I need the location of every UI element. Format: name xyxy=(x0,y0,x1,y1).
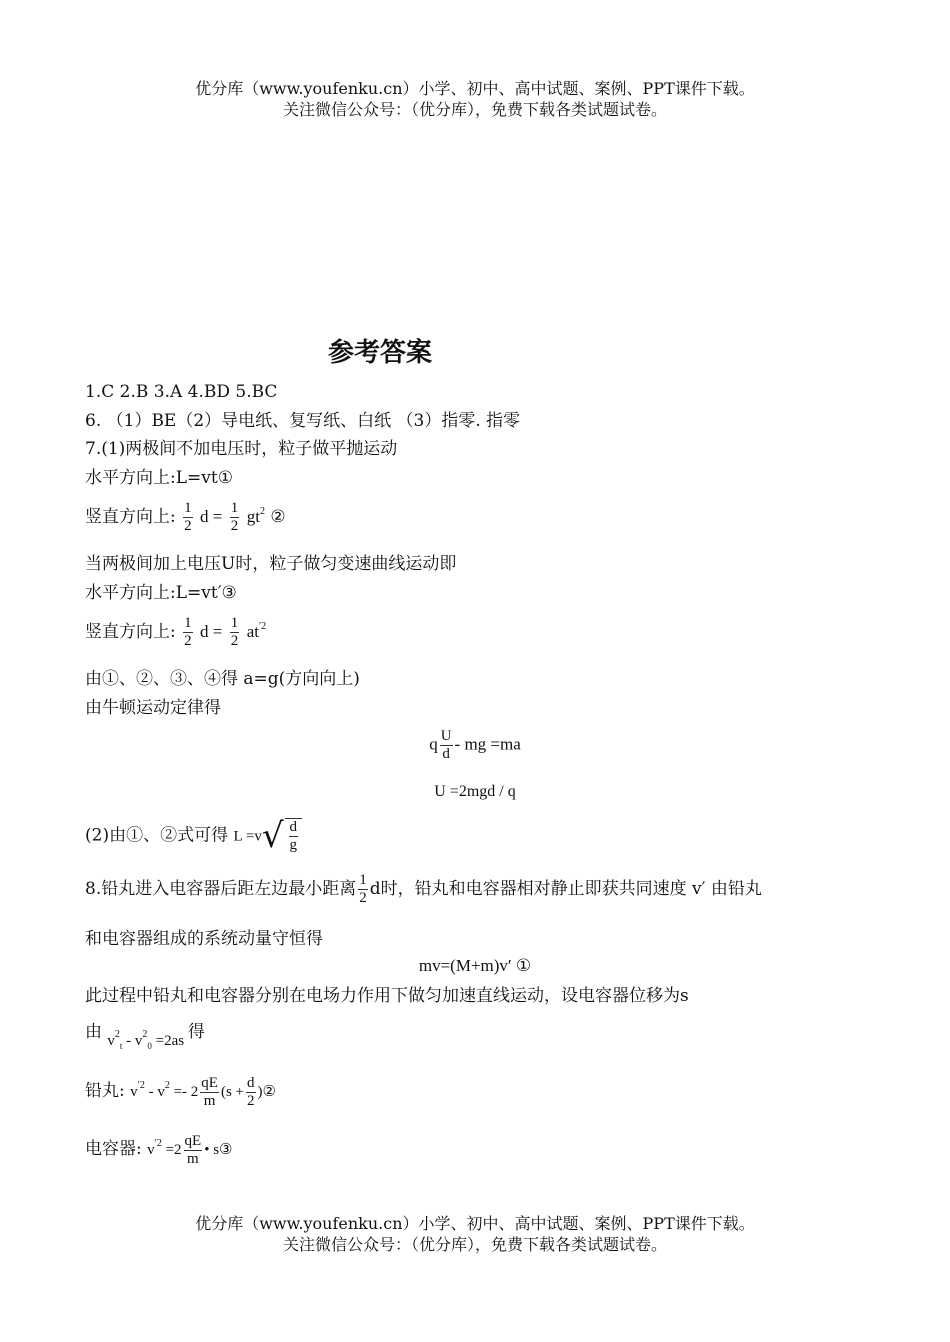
footer-line-1: 优分库（www.youfenku.cn）小学、初中、高中试题、案例、PPT课件下载。 xyxy=(195,1214,755,1233)
vertical-eq-2: 竖直方向上: $\frac{1}{2}$ d = $\frac{1}{2}$ $at^{'2}$ xyxy=(85,615,267,649)
answer-8-line: 8.铅丸进入电容器后距左边最小距离 $\frac{1}{2}$ d时，铅丸和电容器相对静止即获共同速度 v′ 由铅丸 xyxy=(85,872,762,906)
combine-line: 由①、②、③、④得 a=g(方向向上) xyxy=(85,669,360,689)
answer-line-1: 1.C 2.B 3.A 4.BD 5.BC xyxy=(85,382,278,402)
voltage-result: U =2mgd / q xyxy=(434,783,516,800)
page-title: 参考答案 xyxy=(327,338,432,368)
lead-ball-equation: 铅丸: $v^{'2} - v^2 =- 2$ $\frac{qE}{m}$ (s + $\frac{d}{2}$ )② xyxy=(85,1075,276,1110)
answer-line-7: 7.(1)两极间不加电压时，粒子做平抛运动 xyxy=(85,439,398,459)
circle-number: ② xyxy=(270,507,286,527)
horizontal-eq-2: 水平方向上:L=vt′③ xyxy=(85,583,237,603)
capacitor-equation: 电容器: $v^{'2} =2$ $\frac{qE}{m}$ • s③ xyxy=(85,1133,233,1168)
fraction-half: $\frac{1}{2}$ xyxy=(359,872,367,906)
fraction-half: $\frac{1}{2}$ xyxy=(184,500,192,534)
sqrt-icon: √ xyxy=(261,816,284,856)
eq-text: at xyxy=(246,622,259,641)
fraction-qe-over-m: $\frac{qE}{m}$ xyxy=(201,1075,218,1110)
label: (2)由①、②式可得 xyxy=(85,825,229,846)
fraction-d-over-2: $\frac{d}{2}$ xyxy=(247,1075,255,1110)
eq-text: gt xyxy=(246,507,260,526)
curve-motion-line: 当两极间加上电压U时，粒子做匀变速曲线运动即 xyxy=(85,554,457,574)
vertical-eq-1: 竖直方向上: $\frac{1}{2}$ d = $\frac{1}{2}$ $gt^2$ ② xyxy=(85,500,286,534)
newton-line: 由牛顿运动定律得 xyxy=(85,698,221,718)
horizontal-eq-1: 水平方向上:L=vt① xyxy=(85,468,233,488)
answer-line-6: 6. （1）BE（2）导电纸、复写纸、白纸 （3）指零. 指零 xyxy=(85,411,521,431)
acceleration-line: 此过程中铅丸和电容器分别在电场力作用下做匀加速直线运动，设电容器位移为s xyxy=(85,986,689,1006)
fraction-half: $\frac{1}{2}$ xyxy=(230,500,239,534)
fraction-u-over-d: $\frac{U}{d}$ xyxy=(440,728,452,762)
kinematics-line: 由 $v^2_t - v^2_0 =2as$ 得 xyxy=(85,1022,205,1051)
fraction-qe-over-m: $\frac{qE}{m}$ xyxy=(184,1133,202,1168)
fraction-d-over-g: $\frac{d}{g}$ xyxy=(289,819,297,853)
eq-text: d = xyxy=(200,507,223,526)
eq-text: d = xyxy=(200,622,223,641)
header-line-2: 关注微信公众号：（优分库），免费下载各类试题试卷。 xyxy=(282,100,667,119)
fraction-half: $\frac{1}{2}$ xyxy=(230,615,239,649)
part2-line: (2)由①、②式可得 L =v√ $\frac{d}{g}$ xyxy=(85,818,302,854)
label: 竖直方向上: xyxy=(85,622,176,642)
page-header xyxy=(0,78,950,120)
momentum-line: 和电容器组成的系统动量守恒得 xyxy=(85,929,323,949)
momentum-equation: mv=(M+m)v′ ① xyxy=(418,956,532,975)
newton-equation: q $\frac{U}{d}$ - mg =ma xyxy=(429,728,521,762)
fraction-half: $\frac{1}{2}$ xyxy=(184,615,192,649)
footer-line-2: 关注微信公众号：（优分库），免费下载各类试题试卷。 xyxy=(282,1235,667,1254)
label: 竖直方向上: xyxy=(85,507,176,527)
page-footer xyxy=(0,1213,950,1255)
header-line-1: 优分库（www.youfenku.cn）小学、初中、高中试题、案例、PPT课件下载。 xyxy=(195,79,755,98)
